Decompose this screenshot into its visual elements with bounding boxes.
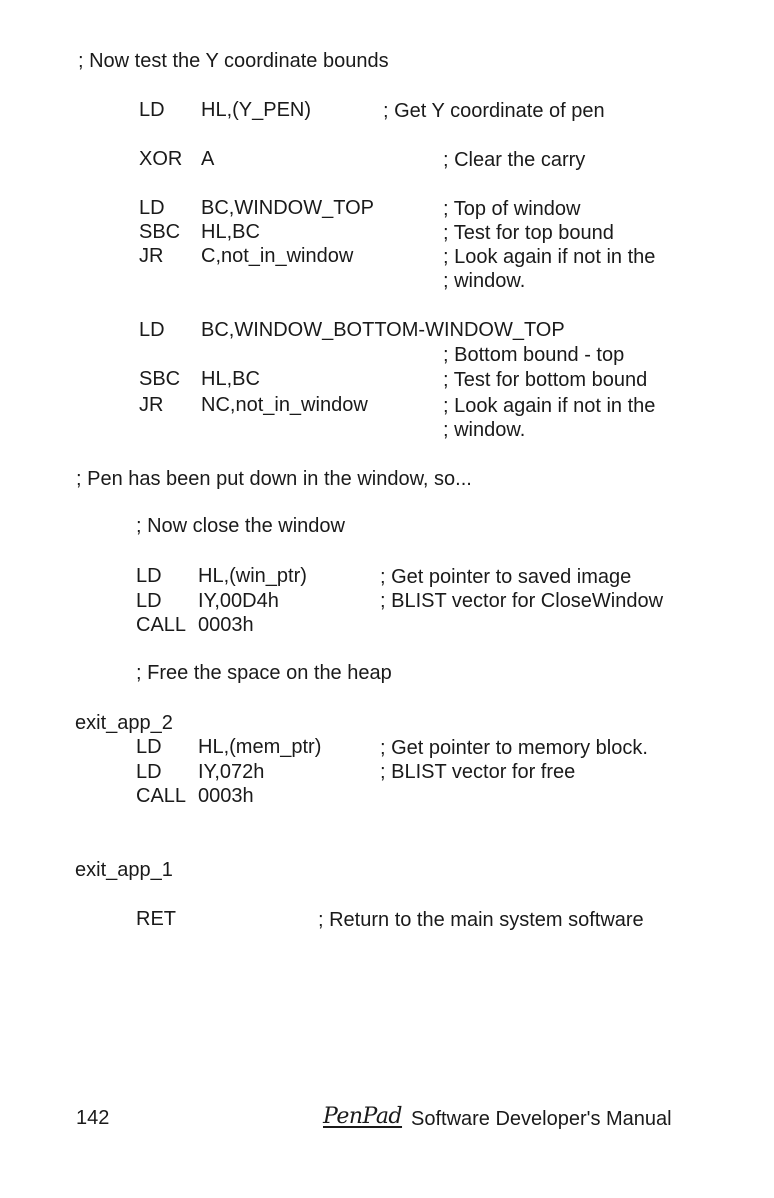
- opcode-sbc: SBC: [139, 221, 181, 243]
- line-comment: ; Return to the main system software: [318, 909, 644, 931]
- opcode-ret: RET: [136, 908, 176, 930]
- line-comment-continued: ; window.: [443, 270, 526, 292]
- opcode-call: CALL: [136, 614, 187, 636]
- line-comment: ; BLIST vector for free: [380, 761, 576, 783]
- line-comment-continued: ; window.: [443, 419, 526, 441]
- opcode-call: CALL: [136, 785, 187, 807]
- operand: 0003h: [198, 785, 254, 807]
- opcode-jr: JR: [139, 245, 164, 267]
- comment-pen-down: ; Pen has been put down in the window, so...: [76, 468, 472, 490]
- opcode-jr: JR: [139, 394, 164, 416]
- line-comment: ; Look again if not in the: [443, 395, 656, 417]
- comment-close-window: ; Now close the window: [136, 515, 345, 537]
- comment-y-bounds: ; Now test the Y coordinate bounds: [78, 50, 389, 72]
- opcode-ld: LD: [136, 736, 162, 758]
- line-comment: ; Clear the carry: [443, 149, 586, 171]
- line-comment: ; Test for top bound: [443, 222, 614, 244]
- opcode-ld: LD: [139, 319, 165, 341]
- opcode-ld: LD: [136, 590, 162, 612]
- opcode-ld: LD: [139, 99, 165, 121]
- operand: BC,WINDOW_TOP: [201, 197, 374, 219]
- line-comment: ; Get pointer to memory block.: [380, 737, 648, 759]
- operand: C,not_in_window: [201, 245, 354, 267]
- line-comment: ; Get Y coordinate of pen: [383, 100, 605, 122]
- opcode-ld: LD: [136, 761, 162, 783]
- label-exit-app-1: exit_app_1: [75, 859, 173, 881]
- opcode-ld: LD: [139, 197, 165, 219]
- page-number: 142: [76, 1107, 110, 1129]
- penpad-logo: PenPad: [323, 1104, 403, 1129]
- opcode-ld: LD: [136, 565, 162, 587]
- comment-free-heap: ; Free the space on the heap: [136, 662, 392, 684]
- operand: IY,072h: [198, 761, 265, 783]
- line-comment: ; BLIST vector for CloseWindow: [380, 590, 664, 612]
- opcode-xor: XOR: [139, 148, 183, 170]
- operand: A: [201, 148, 215, 170]
- operand: NC,not_in_window: [201, 394, 368, 416]
- line-comment: ; Look again if not in the: [443, 246, 656, 268]
- operand: HL,BC: [201, 368, 260, 390]
- operand: 0003h: [198, 614, 254, 636]
- operand: HL,(mem_ptr): [198, 736, 322, 758]
- operand: IY,00D4h: [198, 590, 279, 612]
- line-comment: ; Test for bottom bound: [443, 369, 648, 391]
- opcode-sbc: SBC: [139, 368, 181, 390]
- operand: HL,BC: [201, 221, 260, 243]
- footer-title: Software Developer's Manual: [411, 1108, 672, 1130]
- operand: BC,WINDOW_BOTTOM-WINDOW_TOP: [201, 319, 565, 341]
- line-comment: ; Top of window: [443, 198, 581, 220]
- line-comment: ; Bottom bound - top: [443, 344, 625, 366]
- line-comment: ; Get pointer to saved image: [380, 566, 632, 588]
- operand: HL,(Y_PEN): [201, 99, 312, 121]
- label-exit-app-2: exit_app_2: [75, 712, 173, 734]
- operand: HL,(win_ptr): [198, 565, 307, 587]
